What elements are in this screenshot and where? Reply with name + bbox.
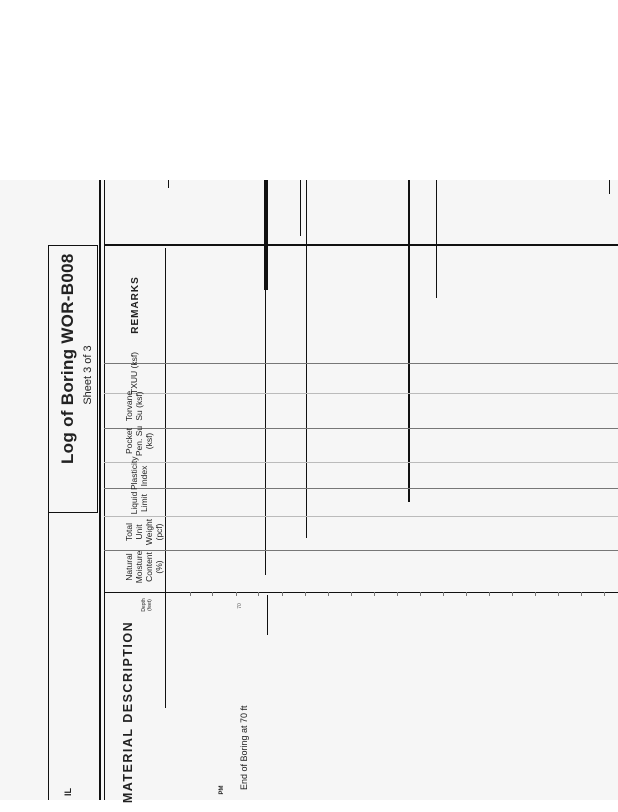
depth-tick: [190, 592, 191, 596]
scan-stroke: [408, 180, 410, 502]
end-of-boring-note: End of Boring at 70 ft: [239, 705, 249, 790]
torvane-header: Torvane Su (ksf): [124, 390, 144, 422]
scan-stroke: [436, 180, 437, 298]
title-box-divider: [48, 512, 98, 513]
depth-tick: [258, 592, 259, 596]
title-box-top: [48, 245, 98, 246]
depth-tick: [420, 592, 421, 596]
depth-tick: [512, 592, 513, 596]
scan-stroke: [265, 290, 266, 575]
scan-stroke: [264, 180, 268, 290]
frame-line-left: [99, 180, 101, 800]
scan-stroke: [306, 180, 307, 538]
depth-tick: [466, 592, 467, 596]
col-divider-torvane: [104, 428, 618, 429]
frame-line-left-inner: [104, 180, 105, 800]
depth-tick: [374, 592, 375, 596]
remarks-header: REMARKS: [130, 276, 141, 334]
scanned-boring-log-sheet: [0, 180, 618, 800]
moisture-header: Natural Moisture Content (%): [124, 550, 164, 584]
txuu-header: TXUU (ksf): [129, 351, 139, 394]
col-divider-pocketpen: [104, 462, 618, 463]
log-title: Log of Boring WOR-B008: [58, 253, 77, 464]
scan-stroke: [165, 248, 166, 708]
liquid-limit-header: Liquid Limit: [129, 491, 149, 515]
scan-stroke: [267, 595, 268, 635]
col-divider-moisture: [104, 592, 618, 593]
col-divider-liquid: [104, 516, 618, 517]
small-label: PM: [219, 785, 225, 795]
unit-weight-header: Total Unit Weight (pcf): [124, 518, 164, 546]
col-divider-txuu: [104, 393, 618, 394]
depth-label-70: 70: [237, 603, 243, 609]
pocket-pen-header: Pocket Pen. Su (ksf): [124, 425, 154, 457]
depth-tick: [328, 592, 329, 596]
section-label: IL: [63, 788, 73, 796]
depth-tick: [535, 592, 536, 596]
col-divider-plasticity: [104, 488, 618, 489]
depth-tick: [581, 592, 582, 596]
col-divider-remarks: [104, 363, 618, 364]
material-description-header: MATERIAL DESCRIPTION: [121, 620, 135, 804]
depth-tick: [282, 592, 283, 596]
col-divider-unitweight: [104, 550, 618, 551]
sheet-number: Sheet 3 of 3: [82, 345, 94, 405]
depth-tick: [305, 592, 306, 596]
scan-stroke: [609, 180, 610, 194]
title-box-left: [48, 245, 49, 800]
depth-header: Depth (feet): [141, 598, 153, 612]
depth-tick: [604, 592, 605, 596]
depth-tick: [236, 592, 237, 596]
header-top-line: [104, 244, 618, 246]
title-box-right: [97, 245, 98, 513]
scan-stroke: [168, 180, 169, 188]
depth-tick: [351, 592, 352, 596]
scan-stroke: [300, 180, 301, 236]
depth-tick: [212, 592, 213, 596]
depth-tick: [443, 592, 444, 596]
plasticity-header: Plasticity Index: [129, 456, 149, 490]
depth-tick: [489, 592, 490, 596]
depth-tick: [397, 592, 398, 596]
depth-tick: [558, 592, 559, 596]
